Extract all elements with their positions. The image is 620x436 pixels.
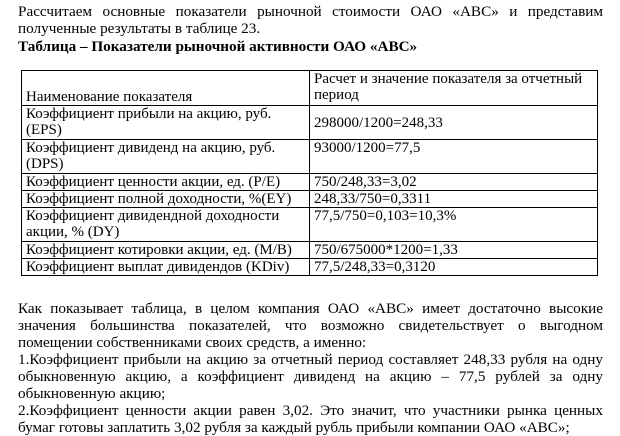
- indicator-name: Коэффициент дивидендной доходности акции, % (DY): [22, 208, 310, 242]
- table-row: [22, 242, 598, 259]
- indicator-value: 750/675000*1200=1,33: [310, 242, 598, 259]
- market-activity-table: [21, 70, 598, 276]
- header-indicator-value: Расчет и значение показателя за отчетный период: [310, 71, 598, 106]
- table-row: [22, 174, 598, 191]
- table-row: [22, 106, 598, 140]
- header-indicator-name: Наименование показателя: [22, 71, 310, 106]
- table-row: [22, 259, 598, 276]
- indicator-value: 750/248,33=3,02: [310, 174, 598, 191]
- indicator-name: Коэффициент выплат дивидендов (KDiv): [22, 259, 310, 276]
- table-row: [22, 140, 598, 174]
- list-item-1: 1.Коэффициент прибыли на акцию за отчетный период составляет 248,33 рубля на одну обыкновенную акцию, а коэффициент дивиденд на акцию – 77,5 рублей за одну обыкновенную акцию;: [18, 351, 603, 402]
- indicator-value: 248,33/750=0,3311: [310, 191, 598, 208]
- indicator-value: 298000/1200=248,33: [310, 106, 598, 140]
- indicator-name: Коэффициент полной доходности, %(EY): [22, 191, 310, 208]
- intro-paragraph: Рассчитаем основные показатели рыночной стоимости ОАО «АВС» и представим полученные результаты в таблице 23.: [18, 3, 603, 37]
- table-header-row: [22, 71, 598, 106]
- indicator-value: 77,5/750=0,103=10,3%: [310, 208, 598, 242]
- indicator-name: Коэффициент прибыли на акцию, руб. (EPS): [22, 106, 310, 140]
- indicator-name: Коэффициент ценности акции, ед. (P/E): [22, 174, 310, 191]
- indicator-name: Коэффициент котировки акции, ед. (M/B): [22, 242, 310, 259]
- table-row: [22, 191, 598, 208]
- indicator-value: 93000/1200=77,5: [310, 140, 598, 174]
- summary-paragraph: Как показывает таблица, в целом компания ОАО «АВС» имеет достаточно высокие значения большинства показателей, что возможно свидетельствует о выгодном помещении собственниками своих средств, а именно:: [18, 300, 603, 351]
- table-row: [22, 208, 598, 242]
- indicator-name: Коэффициент дивиденд на акцию, руб. (DPS): [22, 140, 310, 174]
- indicator-value: 77,5/248,33=0,3120: [310, 259, 598, 276]
- list-item-2: 2.Коэффициент ценности акции равен 3,02. Это значит, что участники рынка ценных бумаг готовы заплатить 3,02 рубля за каждый рубль прибыли компании ОАО «АВС»;: [18, 402, 603, 436]
- table-caption: Таблица – Показатели рыночной активности ОАО «АВС»: [18, 38, 418, 55]
